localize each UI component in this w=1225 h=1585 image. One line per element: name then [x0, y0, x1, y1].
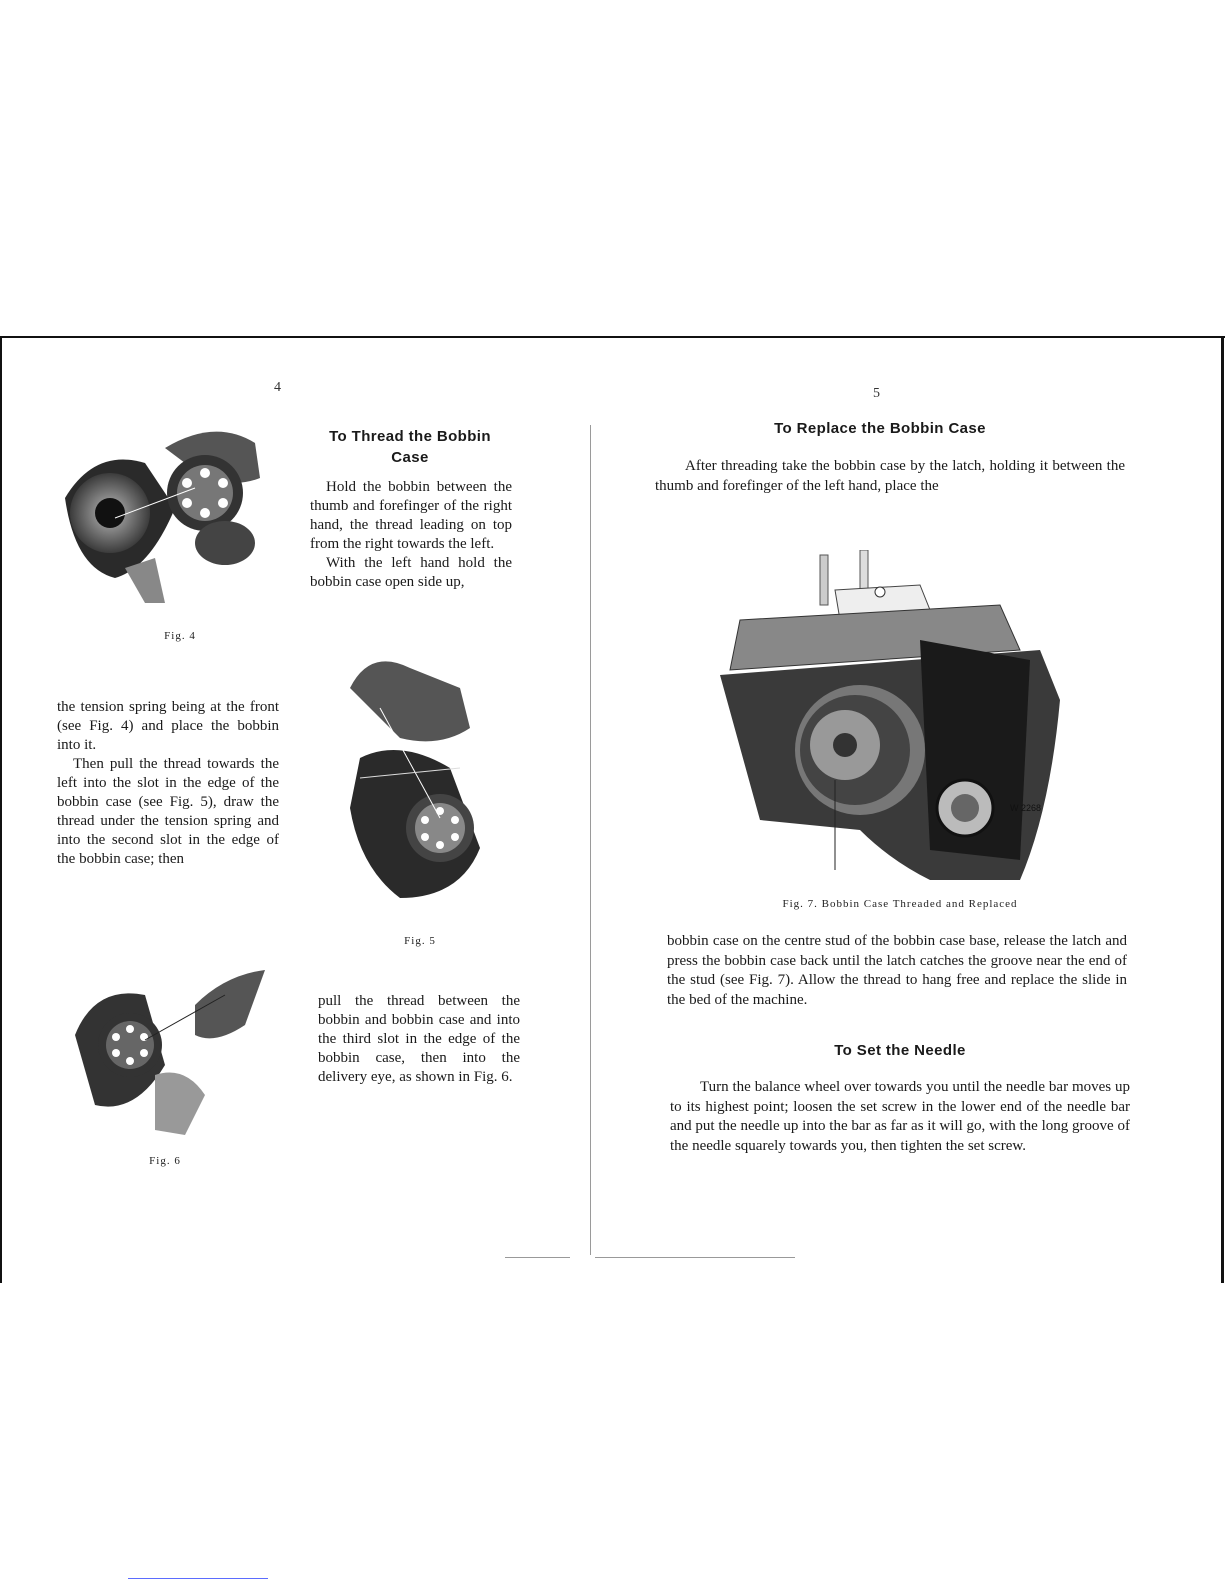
blue-underline [128, 1578, 268, 1579]
bottom-rule-left [505, 1257, 570, 1258]
left-page-number: 4 [274, 380, 281, 395]
middle-paragraph-2: Then pull the thread towards the left into the slot in the edge of the bobbin case (see Fig. 5), draw the thread under the tension spring and into the second slot in the edge of the bobbin case; then [57, 756, 279, 867]
end-paragraph: pull the thread between the bobbin and bobbin case and into the third slot in the edge of the bobbin case, then into the delivery eye, as shown in Fig. 6. [318, 993, 520, 1085]
heading-thread-bobbin-case: To Thread the Bobbin Case [329, 428, 491, 466]
needle-text [670, 1078, 1130, 1156]
heading-set-needle: To Set the Needle [834, 1042, 966, 1059]
intro-paragraph-1: Hold the bobbin between the thumb and forefinger of the right hand, the thread leading on top from the right towards the left. [310, 479, 512, 552]
intro-text [310, 478, 512, 592]
fig7-illustration [720, 550, 1060, 880]
fig5-illustration [340, 648, 490, 908]
replace-text-1 [655, 457, 1125, 496]
replace-paragraph-1: After threading take the bobbin case by the latch, holding it between the thumb and forefinger of the left hand, place the [655, 458, 1125, 494]
page-frame-right [1221, 336, 1224, 1283]
page-gutter [590, 425, 591, 1255]
fig6-illustration [75, 965, 275, 1145]
middle-paragraph-1: the tension spring being at the front (see Fig. 4) and place the bobbin into it. [57, 699, 279, 753]
middle-text [57, 698, 279, 869]
fig6-caption: Fig. 6 [149, 1155, 181, 1167]
end-text [318, 992, 520, 1087]
bottom-rule-right [595, 1257, 795, 1258]
fig7-caption: Fig. 7. Bobbin Case Threaded and Replaced [782, 898, 1018, 910]
page-frame-top [0, 336, 1225, 338]
replace-text-2 [667, 932, 1127, 1010]
replace-paragraph-2: bobbin case on the centre stud of the bobbin case base, release the latch and press the bobbin case back until the latch catches the groove near the end of the stud (see Fig. 7). Allow the thread to hang free and replace the slide in the bed of the machine. [667, 933, 1127, 1008]
fig4-illustration [55, 418, 285, 608]
fig5-caption: Fig. 5 [404, 935, 436, 947]
page-frame-left [0, 336, 2, 1283]
heading-replace-bobbin-case: To Replace the Bobbin Case [774, 420, 986, 437]
right-page-number: 5 [873, 386, 880, 401]
fig4-caption: Fig. 4 [164, 630, 196, 642]
needle-paragraph: Turn the balance wheel over towards you until the needle bar moves up to its highest point; loosen the set screw in the lower end of the needle bar and put the needle up into the bar as far as it will go, with the long groove of the needle squarely towards you, then tighten the set screw. [670, 1079, 1130, 1154]
intro-paragraph-2: With the left hand hold the bobbin case open side up, [310, 555, 512, 590]
fig7-label: W 2268 [1010, 803, 1042, 813]
